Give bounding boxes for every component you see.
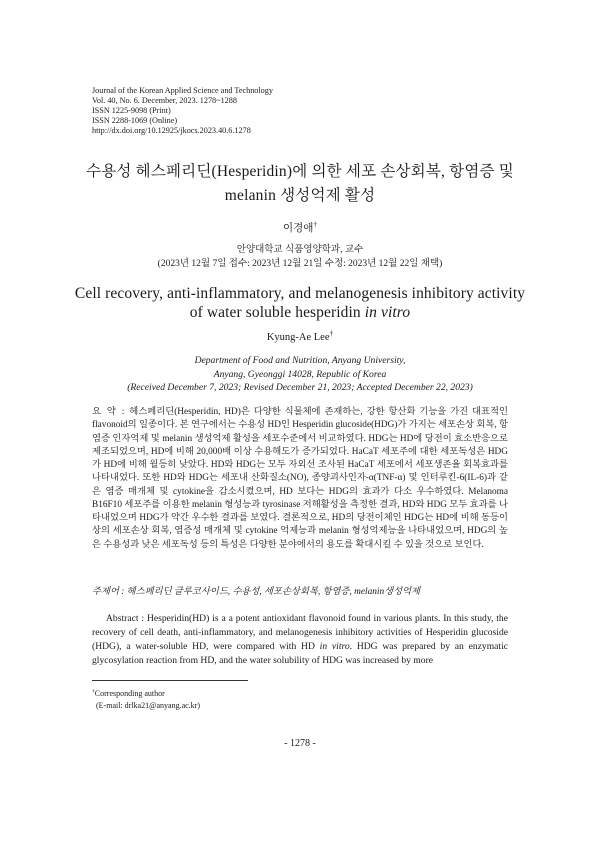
korean-abstract [92,406,508,552]
korean-affiliation [0,244,600,271]
journal-volume: Vol. 40, No. 6. December, 2023. 1278~1288 [92,96,237,106]
korean-title-line1: 수용성 헤스페리딘(Hesperidin)에 의한 세포 손상회복, 항염증 및 [86,163,514,180]
footnote-email[interactable]: (E-mail: drlka21@anyang.ac.kr) [96,700,200,710]
korean-dates: (2023년 12월 7일 접수: 2023년 12월 21일 수정: 2023년 12월 22일 채택) [157,258,443,269]
korean-title-line2: melanin 생성억제 활성 [224,187,376,204]
english-title-italic: in vitro [364,304,411,321]
english-abstract-text-a: Hesperidin(HD) is a a potent antioxidant flavonoid found in various plants. In this study, the recovery of cell death, anti-inflammatory, and melanogenesis inhibitory activities of Hesperidin glucoside (HDG), a water-soluble HD, were compared with HD [92,613,508,652]
korean-title [0,160,600,208]
footnote [92,688,200,711]
footnote-mark: † [92,688,95,695]
korean-author [0,220,600,235]
english-abstract-sep: : [138,613,147,624]
english-abstract-label: Abstract [106,613,139,624]
english-author [0,328,600,343]
english-abstract-text-b: . HDG was prepared by an enzymatic glycosylation reaction from HD, and the water solubility of HDG was increased by more [92,640,509,666]
korean-abstract-label: 요 약 : [92,407,126,417]
english-dates: (Received December 7, 2023; Revised December 21, 2023; Accepted December 22, 2023) [127,382,473,393]
corresponding-mark-en: † [329,328,334,338]
korean-author-name: 이경애 [282,223,314,234]
issn-online: ISSN 2288-1069 (Online) [92,116,178,126]
english-title-line2-text: of water soluble hesperidin [189,304,365,321]
footnote-corresponding [92,688,200,700]
journal-name: Journal of the Korean Applied Science and Technology [92,86,273,95]
corresponding-mark: † [313,219,318,229]
korean-abstract-text: 헤스페리딘(Hesperidin, HD)은 다양한 식물체에 존재하는, 강한 항산화 기능을 가진 대표적인 flavonoid의 일종이다. 본 연구에서는 수용성 HD인 Hesperidin glucoside(HDG)가 가지는 세포손상 회복, 항염증 인자억제 및 melanin 생성억제 활성을 세포수준에서 비교하였다. HDG는 HD에 당전이 효소반응으로 제조되었으며, HD에 비해 20,000배 이상 수용해도가 증가되었다. HaCaT 세포주에 대한 세포독성은 HDG가 HD에 비해 월등히 낮았다. HD와 HDG는 모두 자외선 조사된 HaCaT 세포에서 세포생존율 회복효과를 나타내었다. 또한 HD와 HDG는 세포내 산화질소(NO), 종양괴사인자-α(TNF-α) 및 인터루킨-6(IL-6)과 같은 염증 매개체 및 cytokine을 감소시켰으며, HD 보다는 HDG의 효과가 다소 우수하였다. Melanoma B16F10 세포주를 이용한 melanin 형성능과 tyrosinase 저해활성을 측정한 결과, HD와 HDG 모두 효과를 나타내었으며 HDG가 약간 우수한 결과를 보였다. 결론적으로, HD의 당전이체인 HDG는 HD에 비해 동등이상의 세포손상 회복, 염증성 매개체 및 cytokine 억제능과 melanin 형성억제능을 나타내었으며, HDG의 높은 수용성과 낮은 세포독성 등의 특성은 다양한 분야에서의 용도를 확대시킬 수 있을 것으로 보인다. [92,407,508,550]
english-author-name: Kyung-Ae Lee [266,332,330,343]
english-address: Anyang, Gyeonggi 14028, Republic of Korea [213,368,387,380]
issn-print: ISSN 1225-9098 (Print) [92,106,171,116]
english-department: Department of Food and Nutrition, Anyang University, [194,355,406,366]
footnote-divider [92,680,248,681]
journal-info [92,86,273,136]
doi-link[interactable]: http://dx.doi.org/10.12925/jkocs.2023.40.6.1278 [92,126,251,136]
page-number: - 1278 - [284,738,316,749]
korean-keywords: 주제어 : 헤스페리딘 글루코사이드, 수용성, 세포손상회복, 항염증, melanin생성억제 [92,587,421,597]
footnote-label: Corresponding author [94,689,165,698]
english-abstract [92,612,508,668]
english-title-line1: Cell recovery, anti-inflammatory, and melanogenesis inhibitory activity [74,285,526,302]
english-title [0,284,600,322]
english-abstract-italic: in vitro [319,640,350,652]
english-title-line2 [0,303,600,322]
korean-department: 안양대학교 식품영양학과, 교수 [236,245,364,255]
english-affiliation [0,354,600,395]
